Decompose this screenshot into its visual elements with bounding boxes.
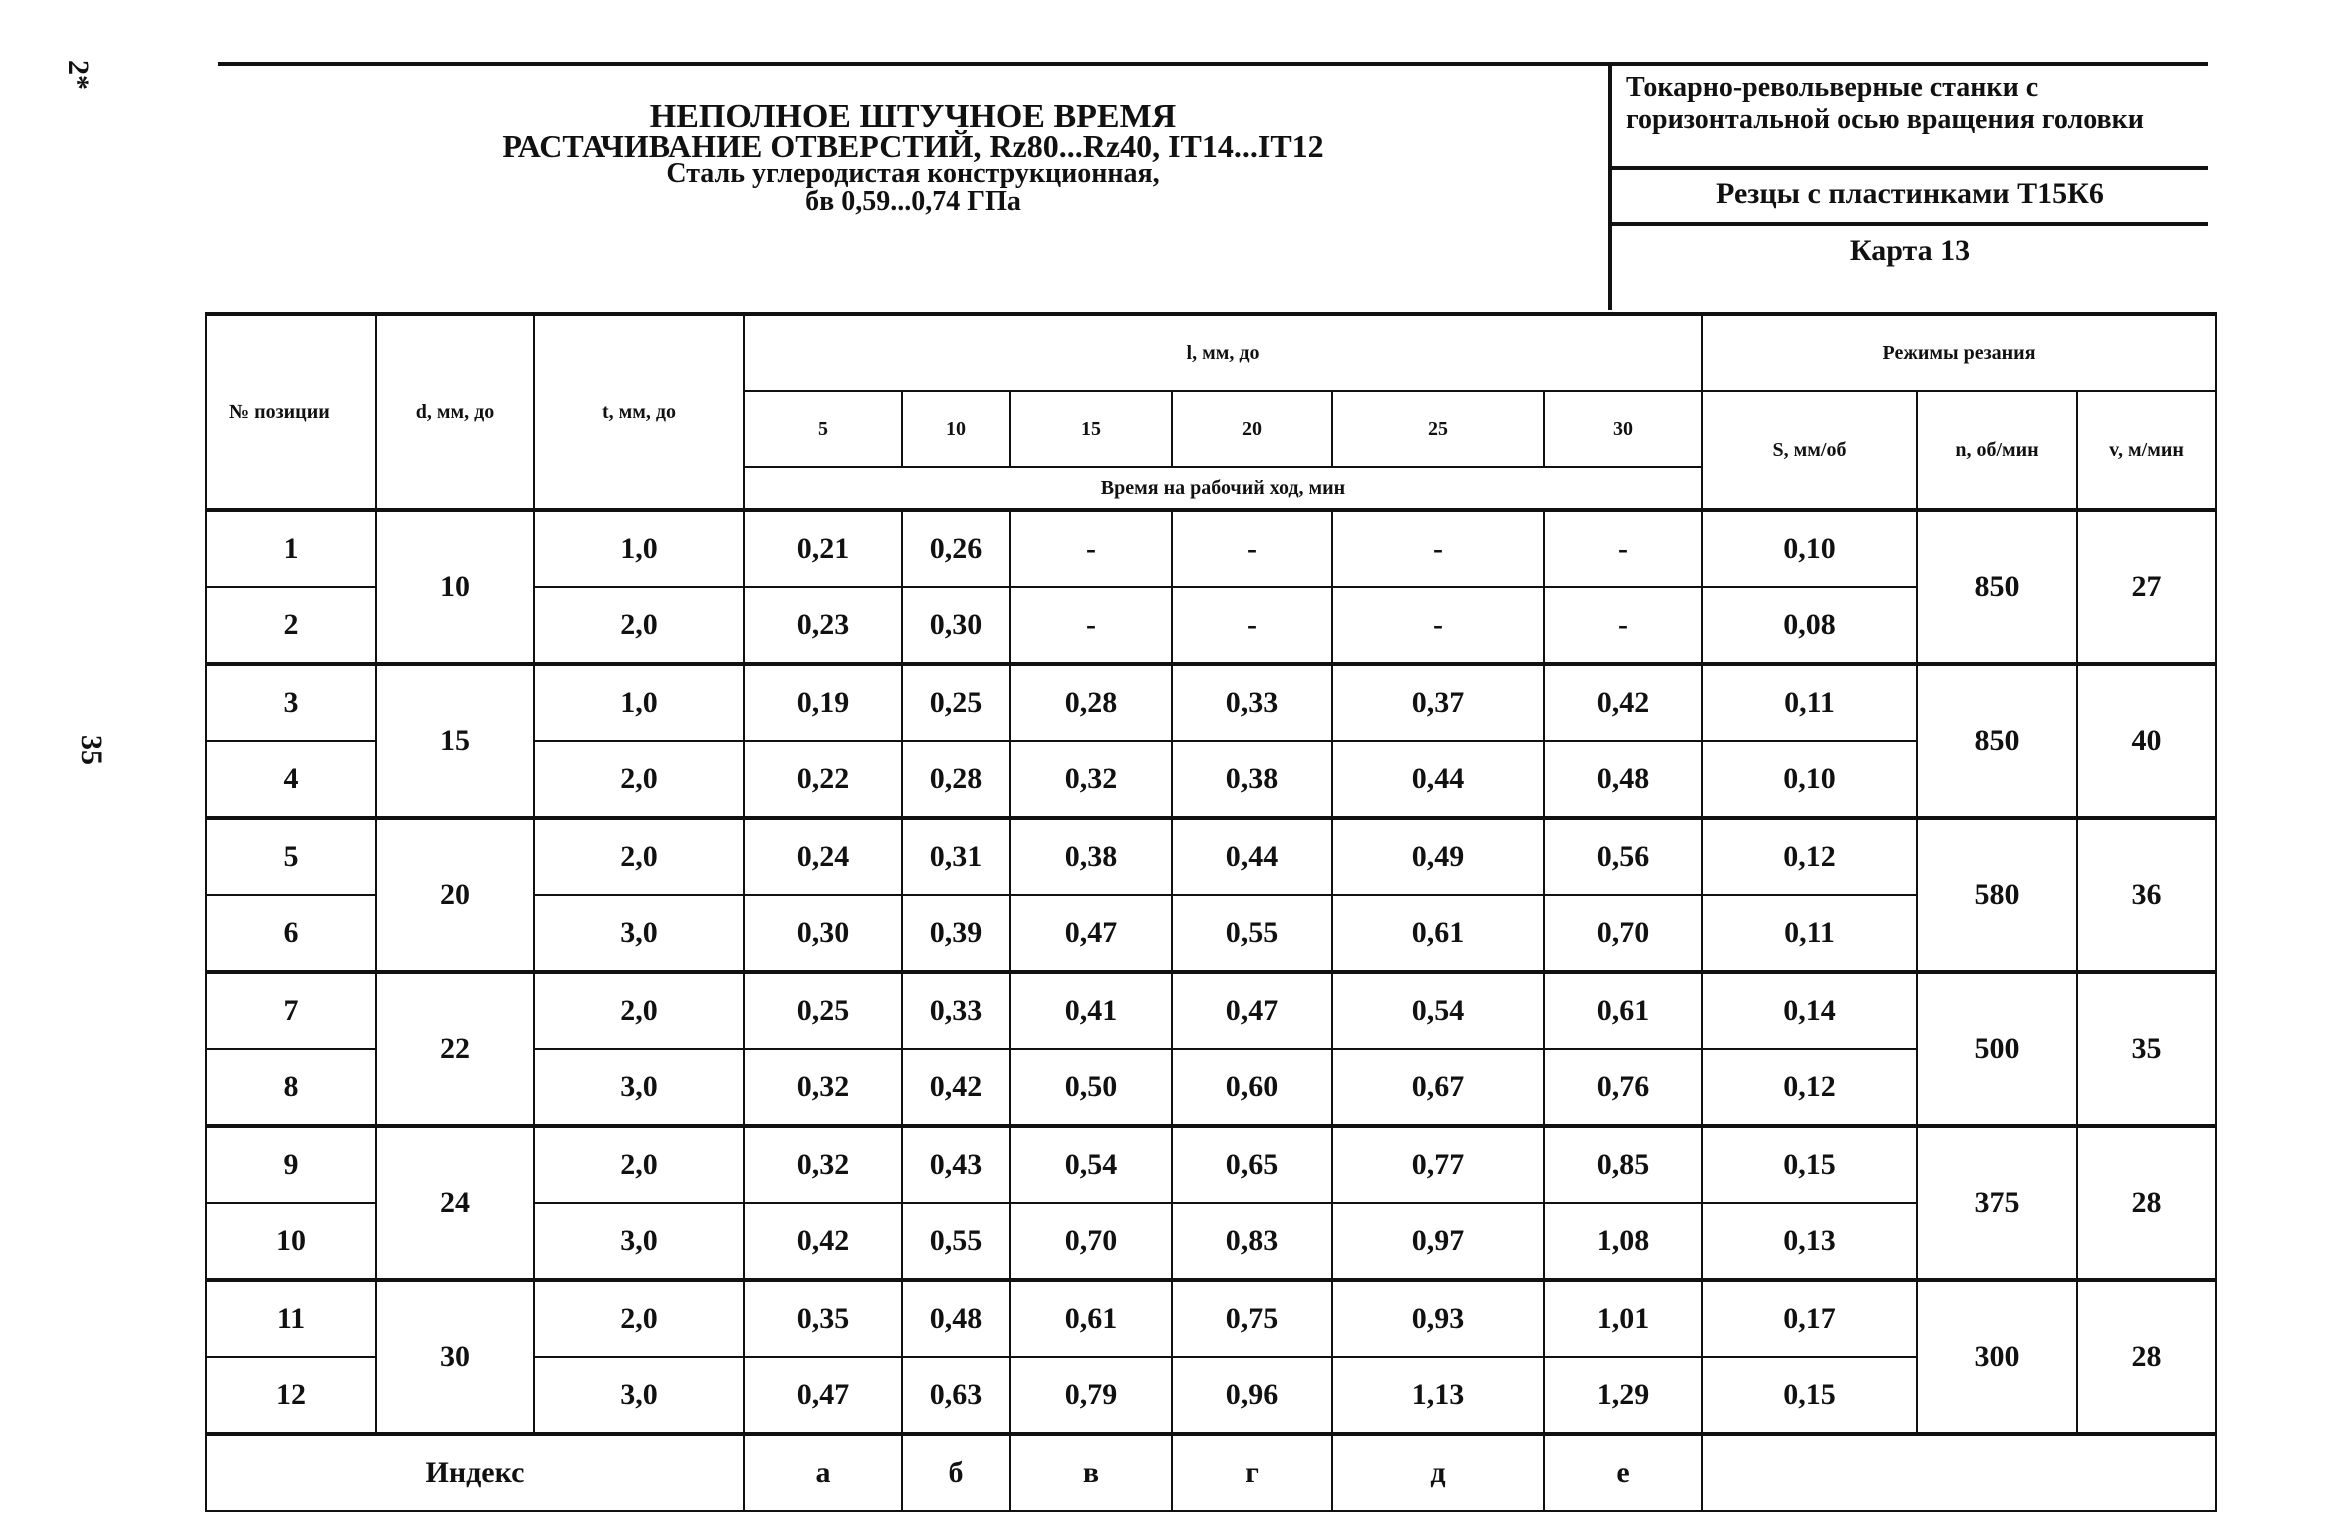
time-cell: 0,41 — [1010, 972, 1172, 1049]
title-line-2: РАСТАЧИВАНИЕ ОТВЕРСТИЙ, Rz80...Rz40, IT14...IT12 — [502, 128, 1324, 164]
time-cell: 0,47 — [1172, 972, 1332, 1049]
time-cell: 0,70 — [1544, 895, 1702, 972]
time-cell: 0,85 — [1544, 1126, 1702, 1203]
card-number: Карта 13 — [1849, 234, 1971, 267]
time-cell: 0,42 — [902, 1049, 1010, 1126]
time-norms-table — [205, 312, 2217, 1512]
time-cell: 0,38 — [1010, 818, 1172, 895]
col-modes-header: Режимы резания — [1702, 314, 2216, 391]
time-cell: 0,22 — [744, 741, 902, 818]
time-cell: 1,29 — [1544, 1357, 1702, 1434]
col-t-header: t, мм, до — [534, 314, 744, 510]
index-row — [206, 1434, 2216, 1511]
time-cell: 0,83 — [1172, 1203, 1332, 1280]
n-cell: 300 — [1917, 1280, 2077, 1434]
t-cell: 3,0 — [534, 1049, 744, 1126]
time-cell: 0,75 — [1172, 1280, 1332, 1357]
time-cell: 0,19 — [744, 664, 902, 741]
t-cell: 2,0 — [534, 587, 744, 664]
n-cell: 850 — [1917, 510, 2077, 664]
s-cell: 0,12 — [1702, 1049, 1917, 1126]
time-cell: 0,43 — [902, 1126, 1010, 1203]
col-d-header: d, мм, до — [376, 314, 534, 510]
time-cell: - — [1332, 587, 1544, 664]
l-value: 25 — [1332, 391, 1544, 467]
l-value: 20 — [1172, 391, 1332, 467]
time-cell: 0,30 — [744, 895, 902, 972]
time-cell: 0,42 — [1544, 664, 1702, 741]
time-cell: 0,42 — [744, 1203, 902, 1280]
machine-type: Токарно-револьверные станки с горизонтальной осью вращения головки — [1612, 66, 2208, 170]
time-cell: 0,54 — [1332, 972, 1544, 1049]
time-cell: 1,08 — [1544, 1203, 1702, 1280]
t-cell: 3,0 — [534, 1357, 744, 1434]
index-value: г — [1172, 1434, 1332, 1511]
card-header — [218, 62, 2208, 310]
position-cell: 11 — [206, 1280, 376, 1357]
table-row — [206, 972, 2216, 1049]
time-cell: 0,28 — [1010, 664, 1172, 741]
time-cell: 0,77 — [1332, 1126, 1544, 1203]
time-cell: - — [1172, 510, 1332, 587]
time-cell: 1,01 — [1544, 1280, 1702, 1357]
page-mark-top: 2* — [62, 60, 95, 90]
index-value: д — [1332, 1434, 1544, 1511]
index-value: е — [1544, 1434, 1702, 1511]
t-cell: 3,0 — [534, 1203, 744, 1280]
time-cell: 0,96 — [1172, 1357, 1332, 1434]
time-cell: 0,35 — [744, 1280, 902, 1357]
time-cell: 0,38 — [1172, 741, 1332, 818]
s-cell: 0,10 — [1702, 741, 1917, 818]
d-cell: 15 — [376, 664, 534, 818]
time-cell: 0,37 — [1332, 664, 1544, 741]
t-cell: 2,0 — [534, 972, 744, 1049]
index-value: а — [744, 1434, 902, 1511]
time-label: Время на рабочий ход, мин — [744, 467, 1702, 510]
s-cell: 0,15 — [1702, 1357, 1917, 1434]
time-cell: 0,47 — [1010, 895, 1172, 972]
time-cell: - — [1172, 587, 1332, 664]
n-cell: 375 — [1917, 1126, 2077, 1280]
position-cell: 10 — [206, 1203, 376, 1280]
time-cell: 0,55 — [1172, 895, 1332, 972]
v-cell: 36 — [2077, 818, 2216, 972]
l-value: 5 — [744, 391, 902, 467]
table-row — [206, 818, 2216, 895]
time-cell: 0,32 — [1010, 741, 1172, 818]
index-empty-cell — [1702, 1434, 2216, 1511]
index-value: в — [1010, 1434, 1172, 1511]
time-cell: 0,25 — [744, 972, 902, 1049]
time-cell: - — [1010, 510, 1172, 587]
l-value: 30 — [1544, 391, 1702, 467]
l-value: 15 — [1010, 391, 1172, 467]
v-cell: 35 — [2077, 972, 2216, 1126]
t-cell: 1,0 — [534, 510, 744, 587]
position-cell: 1 — [206, 510, 376, 587]
time-cell: 0,67 — [1332, 1049, 1544, 1126]
t-cell: 2,0 — [534, 818, 744, 895]
header-info-block — [1612, 66, 2208, 310]
time-cell: 0,50 — [1010, 1049, 1172, 1126]
n-cell: 500 — [1917, 972, 2077, 1126]
time-cell: 0,65 — [1172, 1126, 1332, 1203]
time-cell: 0,28 — [902, 741, 1010, 818]
col-s-header: S, мм/об — [1702, 391, 1917, 510]
time-cell: 0,61 — [1332, 895, 1544, 972]
time-cell: 0,48 — [902, 1280, 1010, 1357]
time-cell: - — [1544, 587, 1702, 664]
col-l-header: l, мм, до — [744, 314, 1702, 391]
s-cell: 0,10 — [1702, 510, 1917, 587]
table-row — [206, 1280, 2216, 1357]
time-cell: 0,55 — [902, 1203, 1010, 1280]
time-cell: 0,26 — [902, 510, 1010, 587]
t-cell: 2,0 — [534, 1280, 744, 1357]
s-cell: 0,11 — [1702, 895, 1917, 972]
time-cell: 0,61 — [1544, 972, 1702, 1049]
time-cell: 0,24 — [744, 818, 902, 895]
time-cell: 0,79 — [1010, 1357, 1172, 1434]
time-cell: 0,32 — [744, 1049, 902, 1126]
index-value: б — [902, 1434, 1010, 1511]
time-cell: 1,13 — [1332, 1357, 1544, 1434]
s-cell: 0,08 — [1702, 587, 1917, 664]
l-value: 10 — [902, 391, 1010, 467]
time-cell: 0,47 — [744, 1357, 902, 1434]
time-cell: 0,32 — [744, 1126, 902, 1203]
s-cell: 0,17 — [1702, 1280, 1917, 1357]
t-cell: 2,0 — [534, 741, 744, 818]
cutter-type: Резцы с пластинками Т15К6 — [1612, 170, 2208, 226]
d-cell: 22 — [376, 972, 534, 1126]
material-line-1: Сталь углеродистая конструкционная, — [666, 158, 1160, 189]
col-position-header: № позиции — [206, 314, 376, 510]
table-row — [206, 510, 2216, 587]
t-cell: 3,0 — [534, 895, 744, 972]
d-cell: 30 — [376, 1280, 534, 1434]
s-cell: 0,15 — [1702, 1126, 1917, 1203]
time-cell: 0,70 — [1010, 1203, 1172, 1280]
page-number: 35 — [75, 735, 108, 765]
col-n-header: n, об/мин — [1917, 391, 2077, 510]
time-cell: 0,30 — [902, 587, 1010, 664]
time-cell: 0,25 — [902, 664, 1010, 741]
time-cell: 0,61 — [1010, 1280, 1172, 1357]
time-cell: 0,56 — [1544, 818, 1702, 895]
time-cell: 0,76 — [1544, 1049, 1702, 1126]
title-line-1: НЕПОЛНОЕ ШТУЧНОЕ ВРЕМЯ — [649, 98, 1177, 135]
position-cell: 4 — [206, 741, 376, 818]
v-cell: 40 — [2077, 664, 2216, 818]
v-cell: 28 — [2077, 1126, 2216, 1280]
n-cell: 580 — [1917, 818, 2077, 972]
time-cell: 0,33 — [902, 972, 1010, 1049]
position-cell: 12 — [206, 1357, 376, 1434]
time-cell: - — [1332, 510, 1544, 587]
time-cell: 0,97 — [1332, 1203, 1544, 1280]
time-cell: 0,49 — [1332, 818, 1544, 895]
position-cell: 8 — [206, 1049, 376, 1126]
material-line-2: бв 0,59...0,74 ГПа — [805, 186, 1021, 217]
time-cell: 0,44 — [1332, 741, 1544, 818]
v-cell: 27 — [2077, 510, 2216, 664]
v-cell: 28 — [2077, 1280, 2216, 1434]
position-cell: 3 — [206, 664, 376, 741]
header-title-block — [218, 66, 1608, 310]
time-cell: 0,39 — [902, 895, 1010, 972]
table-row — [206, 664, 2216, 741]
s-cell: 0,13 — [1702, 1203, 1917, 1280]
position-cell: 6 — [206, 895, 376, 972]
time-cell: 0,21 — [744, 510, 902, 587]
position-cell: 7 — [206, 972, 376, 1049]
time-cell: 0,31 — [902, 818, 1010, 895]
s-cell: 0,12 — [1702, 818, 1917, 895]
time-cell: - — [1544, 510, 1702, 587]
col-v-header: v, м/мин — [2077, 391, 2216, 510]
time-cell: 0,44 — [1172, 818, 1332, 895]
time-cell: 0,60 — [1172, 1049, 1332, 1126]
position-cell: 2 — [206, 587, 376, 664]
time-cell: 0,63 — [902, 1357, 1010, 1434]
n-cell: 850 — [1917, 664, 2077, 818]
table-row — [206, 1126, 2216, 1203]
position-cell: 5 — [206, 818, 376, 895]
time-cell: 0,93 — [1332, 1280, 1544, 1357]
index-label: Индекс — [206, 1434, 744, 1511]
time-cell: - — [1010, 587, 1172, 664]
d-cell: 10 — [376, 510, 534, 664]
time-cell: 0,54 — [1010, 1126, 1172, 1203]
time-cell: 0,33 — [1172, 664, 1332, 741]
d-cell: 20 — [376, 818, 534, 972]
time-cell: 0,23 — [744, 587, 902, 664]
time-cell: 0,48 — [1544, 741, 1702, 818]
t-cell: 1,0 — [534, 664, 744, 741]
d-cell: 24 — [376, 1126, 534, 1280]
t-cell: 2,0 — [534, 1126, 744, 1203]
s-cell: 0,11 — [1702, 664, 1917, 741]
position-cell: 9 — [206, 1126, 376, 1203]
s-cell: 0,14 — [1702, 972, 1917, 1049]
